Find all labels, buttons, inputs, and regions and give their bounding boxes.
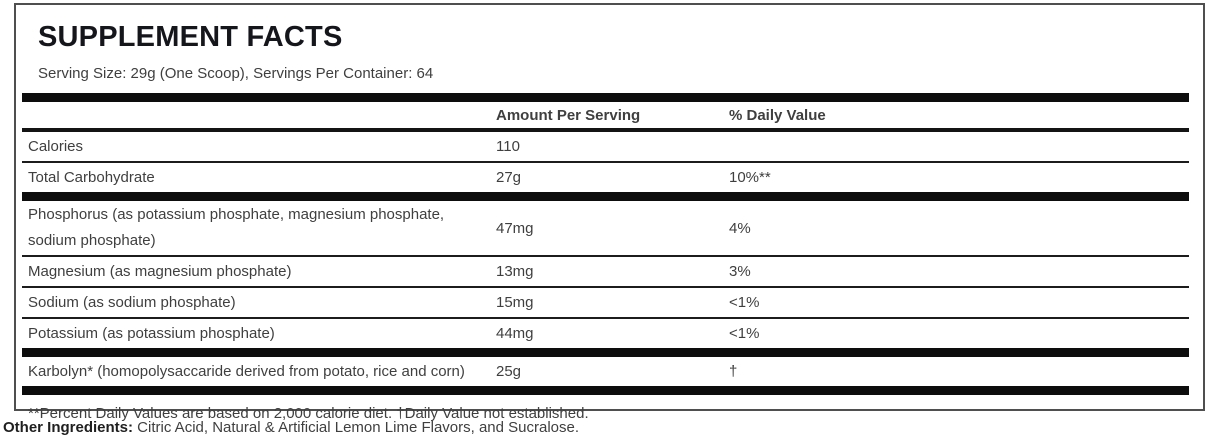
column-header-daily-value: % Daily Value bbox=[729, 106, 826, 124]
table-row bbox=[22, 201, 1189, 255]
table-row bbox=[22, 132, 1189, 161]
nutrient-daily-value: 4% bbox=[729, 219, 751, 237]
serving-info: Serving Size: 29g (One Scoop), Servings Per Container: 64 bbox=[38, 65, 434, 82]
divider-thick bbox=[22, 386, 1189, 395]
divider-thick bbox=[22, 348, 1189, 357]
nutrient-name: Calories bbox=[28, 137, 84, 155]
table-row bbox=[22, 319, 1189, 348]
column-header-amount: Amount Per Serving bbox=[496, 106, 641, 124]
table-row bbox=[22, 163, 1189, 192]
nutrient-amount: 47mg bbox=[496, 219, 534, 237]
table-row bbox=[22, 357, 1189, 386]
nutrient-name: Magnesium (as magnesium phosphate) bbox=[28, 262, 292, 280]
nutrient-amount: 13mg bbox=[496, 263, 534, 280]
supplement-facts-panel bbox=[14, 3, 1205, 422]
table-row bbox=[22, 288, 1189, 317]
nutrient-name: Karbolyn* (homopolysaccaride derived from potato, rice and corn) bbox=[28, 362, 465, 380]
other-ingredients-label: Other Ingredients: bbox=[3, 419, 134, 436]
nutrient-amount: 15mg bbox=[496, 294, 534, 311]
nutrient-amount: 44mg bbox=[496, 325, 534, 342]
table-row bbox=[22, 257, 1189, 286]
nutrient-daily-value: † bbox=[729, 363, 738, 380]
nutrient-rows bbox=[22, 132, 1189, 395]
nutrient-name: Phosphorus (as potassium phosphate, magnesium phosphate, sodium phosphate) bbox=[28, 206, 445, 249]
nutrient-amount: 110 bbox=[496, 138, 520, 155]
divider-thick bbox=[22, 93, 1189, 102]
nutrient-daily-value: <1% bbox=[729, 294, 760, 311]
table-header-row bbox=[22, 102, 1189, 128]
nutrient-amount: 25g bbox=[496, 363, 522, 380]
nutrient-amount: 27g bbox=[496, 169, 522, 186]
nutrient-daily-value: 10%** bbox=[729, 169, 771, 186]
panel-title: SUPPLEMENT FACTS bbox=[38, 21, 343, 53]
footnote: **Percent Daily Values are based on 2,000 calorie diet. †Daily Value not established. bbox=[28, 405, 589, 422]
nutrient-name: Sodium (as sodium phosphate) bbox=[28, 293, 236, 311]
nutrient-name: Total Carbohydrate bbox=[28, 168, 155, 186]
other-ingredients bbox=[3, 418, 579, 438]
other-ingredients-text: Citric Acid, Natural & Artificial Lemon Lime Flavors, and Sucralose. bbox=[133, 419, 580, 436]
nutrient-daily-value: <1% bbox=[729, 325, 760, 342]
nutrient-daily-value: 3% bbox=[729, 263, 751, 280]
divider-thick bbox=[22, 192, 1189, 201]
nutrient-name: Potassium (as potassium phosphate) bbox=[28, 324, 275, 342]
